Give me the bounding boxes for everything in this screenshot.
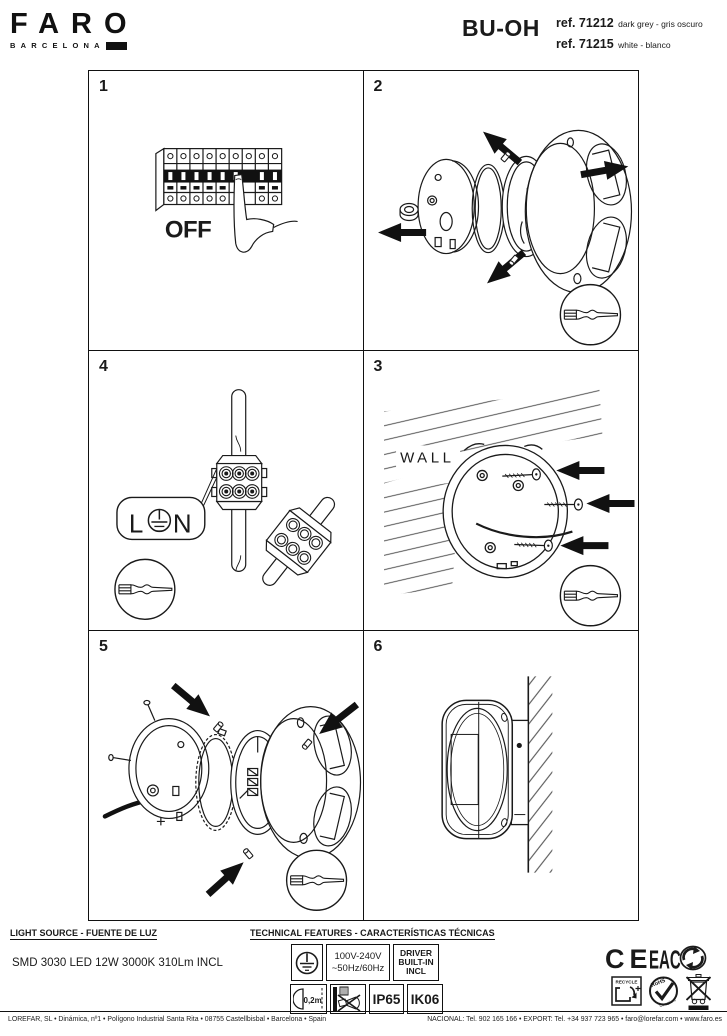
step-panel-6 <box>364 631 639 920</box>
ref-color: white - blanco <box>618 39 671 50</box>
ik-rating-badge: IK06 <box>407 984 443 1014</box>
product-name: BU-OH <box>462 15 540 41</box>
brand-name: FARO <box>10 8 139 40</box>
min-distance-icon <box>290 984 327 1014</box>
driver-included-badge: DRIVER BUILT-IN INCL <box>393 944 439 981</box>
neutral-label: N <box>172 510 192 539</box>
weee-bin-icon <box>686 974 711 1016</box>
light-source-value: SMD 3030 LED 12W 3000K 310Lm INCL <box>12 957 223 969</box>
svg-text:RoHS: RoHS <box>650 977 667 990</box>
svg-text:0,2m: 0,2m <box>303 996 322 1005</box>
ref-number: ref. 71215 <box>556 36 614 51</box>
off-label: OFF <box>164 216 212 244</box>
mounted-fixture-diagram <box>364 631 639 920</box>
footer-contact: NACIONAL: Tel. 902 165 166 • EXPORT: Tel. +34 937 723 965 • faro@lorefar.com • www.faro.es <box>427 1016 722 1023</box>
step-number: 5 <box>99 638 108 655</box>
ref-number: ref. 71212 <box>556 16 614 30</box>
breaker-off-diagram <box>89 71 363 350</box>
light-source-title: LIGHT SOURCE - FUENTE DE LUZ <box>10 928 157 938</box>
svg-text:RECYCLE: RECYCLE <box>615 979 638 985</box>
live-label: L <box>128 510 144 539</box>
technical-features-title: TECHNICAL FEATURES - CARACTERÍSTICAS TÉCNICAS <box>250 928 495 938</box>
technical-icons-row-1 <box>291 944 439 981</box>
step-panel-5 <box>89 631 364 920</box>
step-number: 2 <box>373 78 383 95</box>
reference-list <box>556 13 703 55</box>
step-panel-4 <box>89 351 364 631</box>
step-number: 1 <box>99 78 108 95</box>
reference-row <box>556 34 703 55</box>
step-panel-2 <box>364 71 639 351</box>
svg-text:Compliant: Compliant <box>659 998 677 1008</box>
footer-divider <box>0 1011 727 1012</box>
step-panel-3 <box>364 351 639 631</box>
screwdriver-icon <box>560 285 620 345</box>
step-number: 3 <box>373 358 383 375</box>
exploded-reassembly-diagram <box>89 631 363 920</box>
rohs-compliant-badge <box>647 974 680 1013</box>
class1-earth-icon <box>291 944 323 981</box>
exploded-disassembly-diagram <box>364 71 639 350</box>
wall-mounting-diagram <box>364 351 639 630</box>
green-dot-icon <box>679 945 707 976</box>
installation-steps-grid <box>88 70 639 921</box>
screwdriver-icon <box>560 566 620 626</box>
step-number: 4 <box>99 358 108 375</box>
wiring-terminal-diagram <box>89 351 363 630</box>
screwdriver-icon <box>287 850 347 910</box>
step-number: 6 <box>373 638 383 655</box>
ip-rating-badge: IP65 <box>369 984 404 1014</box>
brand-city: BARCELONA <box>10 41 105 50</box>
faro-logo <box>10 10 139 50</box>
eac-mark: EAC <box>649 946 681 975</box>
reference-row <box>556 13 703 34</box>
no-insulation-cover-icon <box>330 984 366 1014</box>
wall-label: WALL <box>399 449 454 467</box>
footer-address: LOREFAR, SL • Dinámica, nº1 • Polígono Industrial Santa Rita • 08755 Castellbisbal • Barcelona • Spain <box>8 1016 327 1023</box>
voltage-rating: 100V-240V ~50Hz/60Hz <box>326 944 390 981</box>
screwdriver-icon <box>115 559 175 619</box>
ref-color: dark grey - gris oscuro <box>618 19 703 29</box>
technical-icons-row-2 <box>290 984 443 1014</box>
step-panel-1 <box>89 71 364 351</box>
ce-mark: CE <box>605 944 653 974</box>
logo-block-icon <box>106 42 127 50</box>
recycle-mark <box>611 976 642 1011</box>
